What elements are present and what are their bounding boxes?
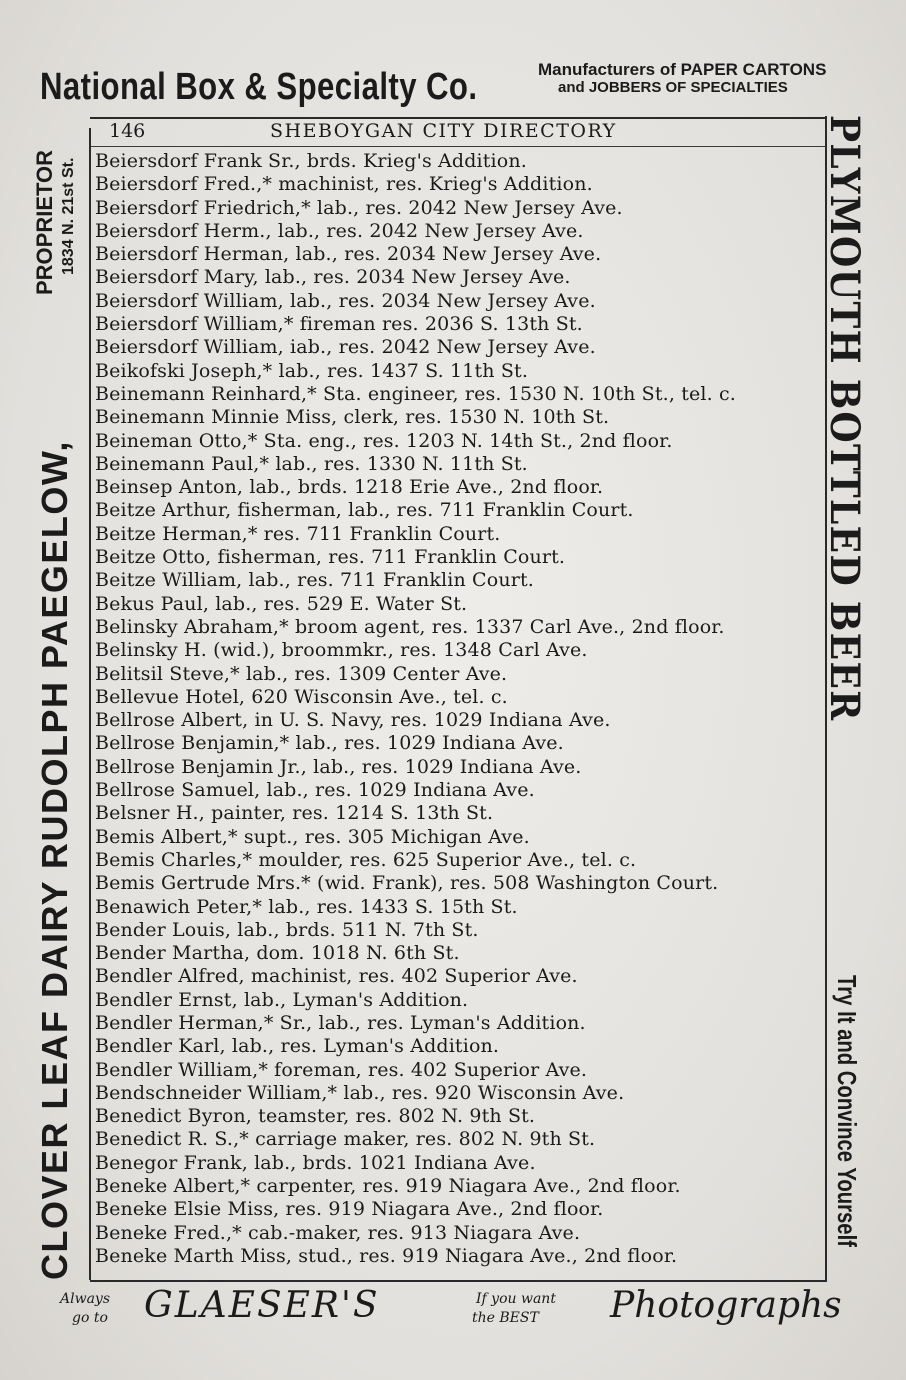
directory-entry: Beikofski Joseph,* lab., res. 1437 S. 11th St. [95,359,529,382]
directory-entry: Beiersdorf Frank Sr., brds. Krieg's Addition. [95,150,527,172]
bottom-rule [90,1280,826,1282]
top-ad-tagline-1: Manufacturers of PAPER CARTONS [538,60,827,79]
directory-entry: Bellevue Hotel, 620 Wisconsin Ave., tel. c. [95,685,508,708]
directory-listing [95,150,823,1268]
directory-entry: Beiersdorf William, iab., res. 2042 New Jersey Ave. [95,336,596,359]
left-rule [89,128,91,1280]
directory-entry: Bendler Karl, lab., res. Lyman's Addition. [95,1035,500,1058]
directory-entry: Bemis Gertrude Mrs.* (wid. Frank), res. 508 Washington Court. [95,872,719,895]
right-ad-slogan: Try It and Convince Yourself [832,975,862,1247]
directory-entry: Beinemann Paul,* lab., res. 1330 N. 11th St. [95,452,528,475]
left-ad-address: 1834 N. 21st St. [60,157,77,275]
directory-entry: Bender Martha, dom. 1018 N. 6th St. [95,942,460,965]
directory-entry: Bender Louis, lab., brds. 511 N. 7th St. [95,918,479,941]
left-ad-main: CLOVER LEAF DAIRY RUDOLPH PAEGELOW, [34,440,75,1280]
directory-entry: Benegor Frank, lab., brds. 1021 Indiana Ave. [95,1151,536,1174]
directory-entry: Bellrose Benjamin Jr., lab., res. 1029 Indiana Ave. [95,755,582,778]
directory-entry: Beinemann Reinhard,* Sta. engineer, res. 1530 N. 10th St., tel. c. [95,382,736,405]
page-header [95,118,815,146]
bottom-ad-brand: GLAESER'S [144,1285,380,1326]
directory-entry: Beiersdorf Mary, lab., res. 2034 New Jersey Ave. [95,266,571,289]
bottom-ad-photographs: Photographs [610,1285,842,1326]
header-rule [90,146,825,147]
directory-entry: Belsner H., painter, res. 1214 S. 13th St. [95,802,494,825]
directory-entry: Benedict R. S.,* carriage maker, res. 802 N. 9th St. [95,1128,596,1151]
directory-entry: Beiersdorf Friedrich,* lab., res. 2042 New Jersey Ave. [95,196,623,219]
directory-entry: Beneke Albert,* carpenter, res. 919 Niagara Ave., 2nd floor. [95,1175,681,1198]
directory-entry: Bendler William,* foreman, res. 402 Superior Ave. [95,1058,588,1081]
directory-entry: Beitze Arthur, fisherman, lab., res. 711 Franklin Court. [95,499,634,522]
top-ad-tagline-2: and JOBBERS OF SPECIALTIES [558,79,788,96]
left-ad-proprietor: PROPRIETOR [32,149,57,295]
bottom-ad-if-you-want: If you want [476,1291,556,1307]
directory-title: SHEBOYGAN CITY DIRECTORY [270,120,617,142]
bottom-ad-the-best: the BEST [472,1310,539,1326]
directory-entry: Bellrose Albert, in U. S. Navy, res. 1029 Indiana Ave. [95,709,611,732]
right-ad-main: PLYMOUTH BOTTLED BEER [821,115,868,722]
directory-entry: Belitsil Steve,* lab., res. 1309 Center Ave. [95,662,508,685]
directory-entry: Belinsky H. (wid.), broommkr., res. 1348 Carl Ave. [95,639,588,662]
directory-entry: Bendler Alfred, machinist, res. 402 Superior Ave. [95,965,578,988]
bottom-advertisement [58,1285,868,1340]
page-number: 146 [109,120,146,142]
directory-entry: Beiersdorf Fred.,* machinist, res. Krieg's Addition. [95,173,593,196]
directory-entry: Bemis Albert,* supt., res. 305 Michigan Ave. [95,825,530,848]
directory-entry: Beitze Otto, fisherman, res. 711 Franklin Court. [95,546,566,569]
directory-entry: Bellrose Samuel, lab., res. 1029 Indiana Ave. [95,779,535,802]
directory-entry: Bellrose Benjamin,* lab., res. 1029 Indiana Ave. [95,732,564,755]
top-ad-company: National Box & Specialty Co. [40,66,478,108]
directory-entry: Beneke Marth Miss, stud., res. 919 Niagara Ave., 2nd floor. [95,1244,678,1267]
directory-entry: Beiersdorf Herm., lab., res. 2042 New Jersey Ave. [95,219,584,242]
directory-entry: Beitze Herman,* res. 711 Franklin Court. [95,522,501,545]
bottom-ad-always: Always [60,1291,111,1307]
directory-entry: Beiersdorf William,* fireman res. 2036 S. 13th St. [95,313,583,336]
top-advertisement [40,60,860,116]
directory-entry: Beneke Fred.,* cab.-maker, res. 913 Niagara Ave. [95,1221,581,1244]
bottom-ad-go-to: go to [72,1310,108,1326]
directory-entry: Beiersdorf Herman, lab., res. 2034 New Jersey Ave. [95,243,602,266]
directory-entry: Benawich Peter,* lab., res. 1433 S. 15th St. [95,895,518,918]
left-advertisement [30,120,88,1280]
directory-entry: Benedict Byron, teamster, res. 802 N. 9th St. [95,1105,536,1128]
directory-entry: Beiersdorf William, lab., res. 2034 New Jersey Ave. [95,289,596,312]
directory-entry: Beneke Elsie Miss, res. 919 Niagara Ave., 2nd floor. [95,1198,604,1221]
directory-entry: Belinsky Abraham,* broom agent, res. 1337 Carl Ave., 2nd floor. [95,615,725,638]
directory-entry: Beitze William, lab., res. 711 Franklin Court. [95,569,534,592]
right-advertisement [821,115,868,1285]
directory-entry: Beineman Otto,* Sta. eng., res. 1203 N. 14th St., 2nd floor. [95,429,673,452]
directory-entry: Bekus Paul, lab., res. 529 E. Water St. [95,592,468,615]
directory-entry: Bendler Herman,* Sr., lab., res. Lyman's Addition. [95,1011,586,1034]
directory-entry: Beinemann Minnie Miss, clerk, res. 1530 N. 10th St. [95,406,610,429]
directory-entry: Bendler Ernst, lab., Lyman's Addition. [95,988,469,1011]
directory-entry: Bemis Charles,* moulder, res. 625 Superior Ave., tel. c. [95,848,637,871]
directory-entry: Bendschneider William,* lab., res. 920 Wisconsin Ave. [95,1081,625,1104]
directory-entry: Beinsep Anton, lab., brds. 1218 Erie Ave., 2nd floor. [95,476,604,499]
